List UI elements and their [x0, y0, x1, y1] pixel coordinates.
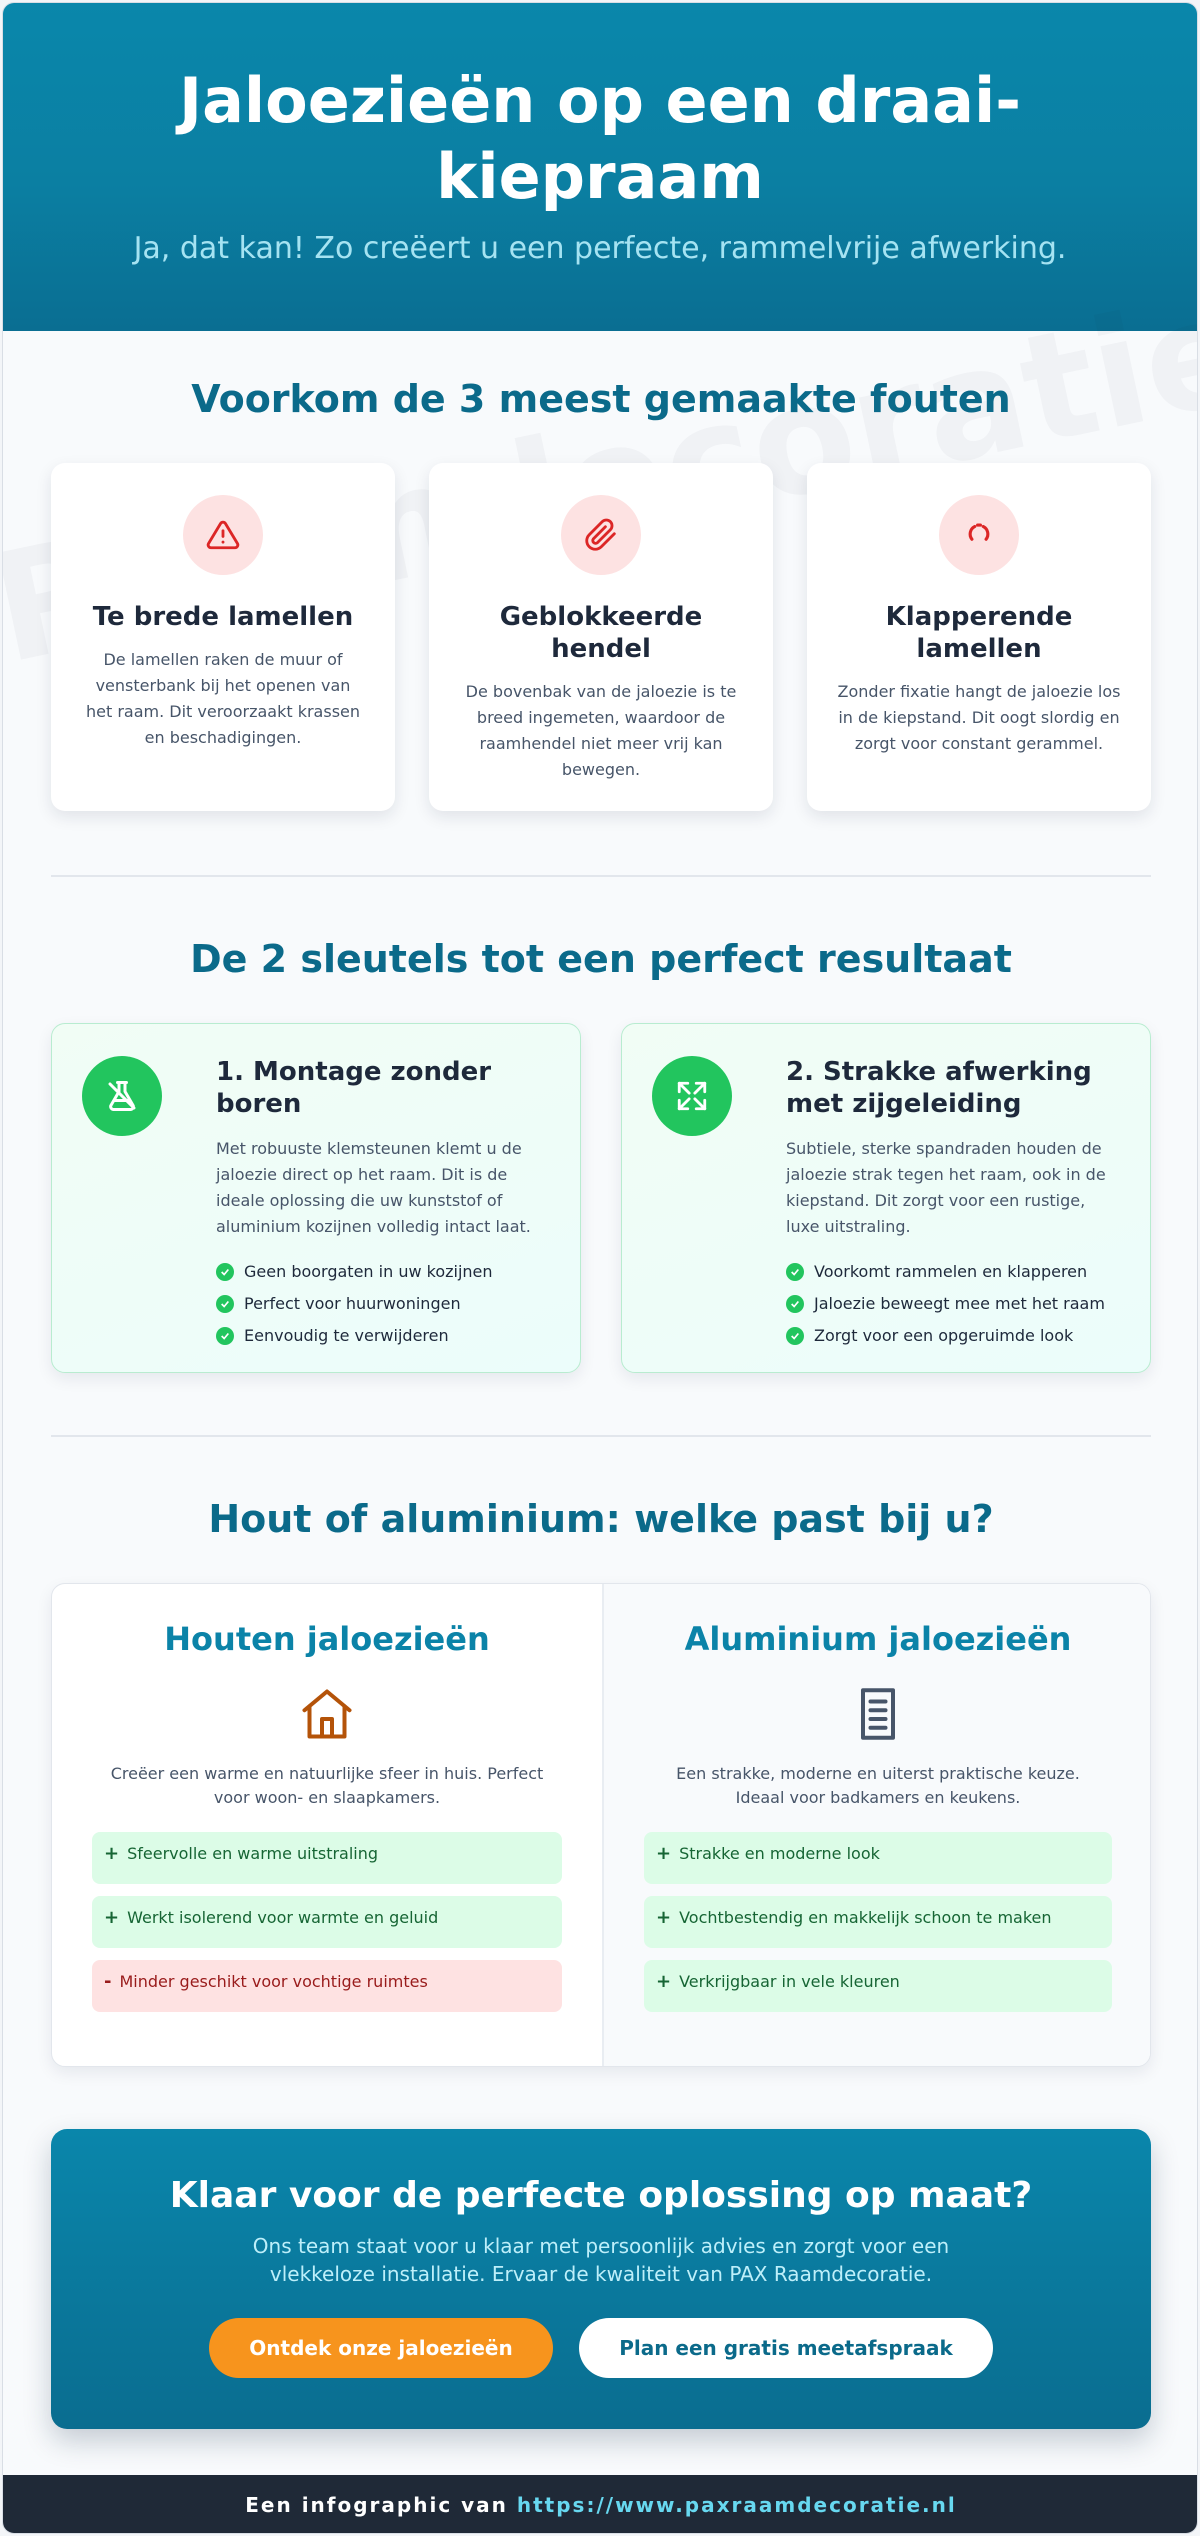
- key-card: [51, 1023, 581, 1373]
- bullet-text: Perfect voor huurwoningen: [244, 1294, 461, 1313]
- compare-title: Hout of aluminium: welke past bij u?: [208, 1497, 994, 1541]
- plus-sign: +: [656, 1843, 672, 1864]
- list-item: [786, 1256, 1120, 1288]
- pro-item: [92, 1896, 562, 1948]
- plus-sign: +: [104, 1843, 120, 1864]
- footer-prefix: Een infographic van: [245, 2493, 508, 2517]
- mistake-title: Te brede lamellen: [92, 602, 354, 632]
- key-title: 2. Strakke afwerking met zijgeleiding: [786, 1057, 1092, 1119]
- bullet-text: Zorgt voor een opgeruimde look: [814, 1326, 1074, 1345]
- book-measurement-button[interactable]: Plan een gratis meetafspraak: [579, 2318, 993, 2378]
- page-title: Jaloezieën op een draai-kiepraam: [179, 64, 1021, 213]
- wood-list: [92, 1832, 562, 2012]
- item-text: Vochtbestendig en makkelijk schoon te maken: [679, 1908, 1052, 1927]
- mistake-text: De bovenbak van de jaloezie is te breed ingemeten, waardoor de raamhendel niet meer vrij kan bewegen.: [465, 682, 737, 779]
- list-item: [216, 1320, 550, 1352]
- plus-sign: +: [656, 1971, 672, 1992]
- minus-sign: -: [104, 1971, 112, 1992]
- key-title: 1. Montage zonder boren: [216, 1057, 492, 1119]
- infographic-page: [2, 2, 1198, 2534]
- mistake-card: [429, 463, 773, 811]
- key-text: Subtiele, sterke spandraden houden de jaloezie strak tegen het raam, ook in de kiepstand. Dit zorgt voor een rustige, luxe uitstraling.: [786, 1139, 1106, 1236]
- cta-panel: [51, 2129, 1151, 2429]
- cta-text: Ons team staat voor u klaar met persoonlijk advies en zorgt voor een vlekkeloze installatie. Ervaar de kwaliteit van PAX Raamdecoratie.: [252, 2234, 950, 2286]
- pro-item: [644, 1832, 1112, 1884]
- key-card: [621, 1023, 1151, 1373]
- list-item: [786, 1320, 1120, 1352]
- clamp-icon: [82, 1056, 162, 1136]
- check-circle-icon: [216, 1295, 234, 1313]
- mistakes-grid: [51, 463, 1151, 811]
- item-text: Sfeervolle en warme uitstraling: [127, 1844, 379, 1863]
- mistake-card: [807, 463, 1151, 811]
- check-circle-icon: [786, 1263, 804, 1281]
- comparison-table: [51, 1583, 1151, 2067]
- item-text: Minder geschikt voor vochtige ruimtes: [119, 1972, 428, 1991]
- bullet-text: Voorkomt rammelen en klapperen: [814, 1262, 1088, 1281]
- keys-grid: [51, 1023, 1151, 1373]
- mistake-text: De lamellen raken de muur of vensterbank bij het openen van het raam. Dit veroorzaakt krassen en beschadigingen.: [85, 650, 361, 747]
- bullet-text: Eenvoudig te verwijderen: [244, 1326, 449, 1345]
- key-bullets: [216, 1256, 550, 1352]
- check-circle-icon: [786, 1295, 804, 1313]
- wood-text: Creëer een warme en natuurlijke sfeer in huis. Perfect voor woon- en slaapkamers.: [110, 1764, 544, 1807]
- check-circle-icon: [216, 1263, 234, 1281]
- house-icon: [297, 1684, 357, 1744]
- expand-arrows-icon: [652, 1056, 732, 1136]
- list-item: [216, 1256, 550, 1288]
- bullet-text: Geen boorgaten in uw kozijnen: [244, 1262, 493, 1281]
- paperclip-icon: [561, 495, 641, 575]
- con-item: [92, 1960, 562, 2012]
- mistakes-title: Voorkom de 3 meest gemaakte fouten: [191, 377, 1011, 421]
- key-text: Met robuuste klemsteunen klemt u de jaloezie direct op het raam. Dit is de ideale oplossing die uw kunststof of aluminium kozijnen volledig intact laat.: [216, 1139, 531, 1236]
- item-text: Werkt isolerend voor warmte en geluid: [127, 1908, 439, 1927]
- key-bullets: [786, 1256, 1120, 1352]
- cta-title: Klaar voor de perfecte oplossing op maat?: [169, 2175, 1033, 2216]
- mistake-card: [51, 463, 395, 811]
- aluminium-list: [644, 1832, 1112, 2012]
- footer-link[interactable]: https://www.paxraamdecoratie.nl: [516, 2493, 957, 2517]
- discover-blinds-button[interactable]: Ontdek onze jaloezieën: [209, 2318, 553, 2378]
- item-text: Verkrijgbaar in vele kleuren: [679, 1972, 900, 1991]
- pro-item: [644, 1896, 1112, 1948]
- loose-hook-icon: [939, 495, 1019, 575]
- cta-buttons: [51, 2318, 1151, 2378]
- list-item: [786, 1288, 1120, 1320]
- section-divider: [51, 875, 1151, 877]
- aluminium-title: Aluminium jaloezieën: [684, 1620, 1072, 1658]
- aluminium-column: [602, 1584, 1151, 2067]
- mistake-text: Zonder fixatie hangt de jaloezie los in de kiepstand. Dit oogt slordig en zorgt voor constant gerammel.: [837, 682, 1121, 753]
- mistake-title: Geblokkeerde hendel: [499, 602, 703, 664]
- keys-title: De 2 sleutels tot een perfect resultaat: [190, 937, 1012, 981]
- plus-sign: +: [104, 1907, 120, 1928]
- check-circle-icon: [786, 1327, 804, 1345]
- list-item: [216, 1288, 550, 1320]
- footer: [3, 2475, 1198, 2534]
- item-text: Strakke en moderne look: [679, 1844, 880, 1863]
- mistake-title: Klapperende lamellen: [885, 602, 1073, 664]
- section-divider: [51, 1435, 1151, 1437]
- hero-header: [3, 3, 1197, 331]
- check-circle-icon: [216, 1327, 234, 1345]
- blind-icon: [848, 1684, 908, 1744]
- wood-title: Houten jaloezieën: [164, 1620, 490, 1658]
- bullet-text: Jaloezie beweegt mee met het raam: [814, 1294, 1105, 1313]
- aluminium-text: Een strakke, moderne en uiterst praktische keuze. Ideaal voor badkamers en keukens.: [676, 1764, 1080, 1807]
- pro-item: [644, 1960, 1112, 2012]
- pro-item: [92, 1832, 562, 1884]
- warning-triangle-icon: [183, 495, 263, 575]
- page-subtitle: Ja, dat kan! Zo creëert u een perfecte, rammelvrije afwerking.: [133, 231, 1067, 266]
- wood-column: [52, 1584, 602, 2067]
- plus-sign: +: [656, 1907, 672, 1928]
